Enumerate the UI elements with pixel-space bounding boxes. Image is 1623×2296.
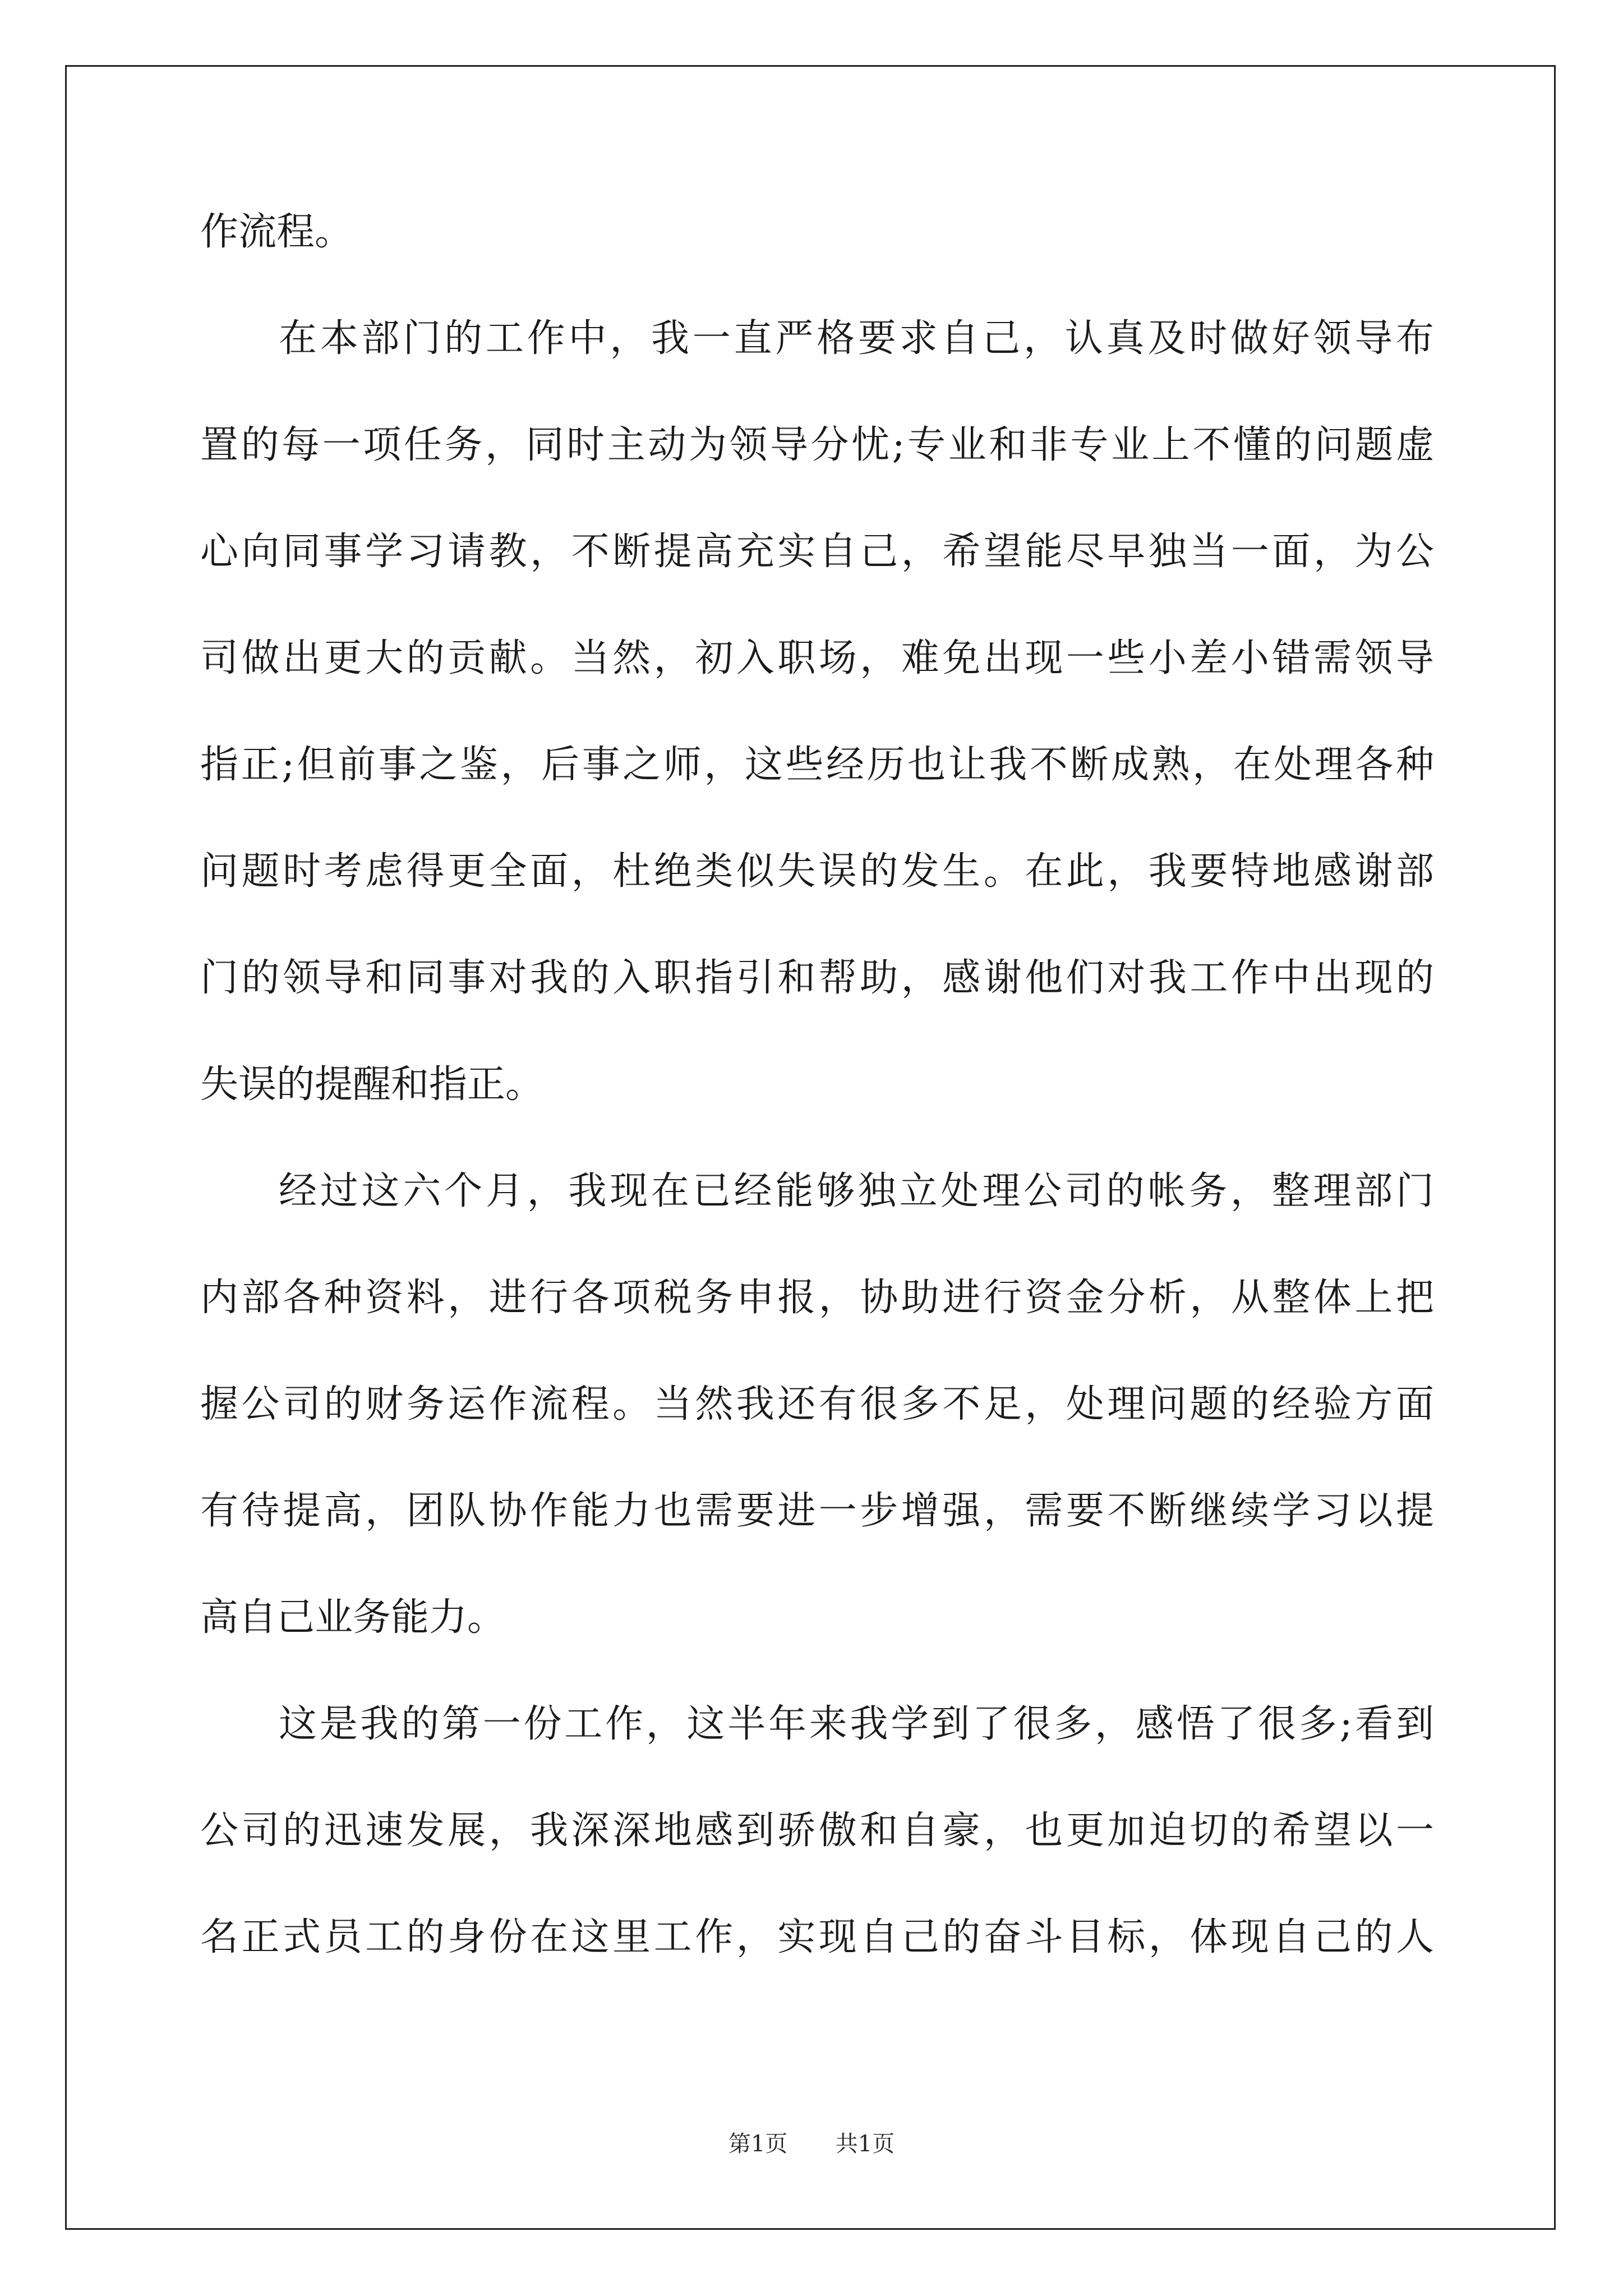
text-line: 指正;但前事之鉴，后事之师，这些经历也让我不断成熟，在处理各种	[200, 743, 1434, 787]
paragraph-first-line: 经过这六个月，我现在已经能够独立处理公司的帐务，整理部门	[279, 1169, 1434, 1213]
text-line: 置的每一项任务，同时主动为领导分忧;专业和非专业上不懂的问题虚	[200, 423, 1434, 467]
text-line: 失误的提醒和指正。	[200, 1062, 544, 1107]
text-line: 司做出更大的贡献。当然，初入职场，难免出现一些小差小错需领导	[200, 636, 1434, 680]
page-footer	[0, 2126, 1623, 2158]
text-line: 心向同事学习请教，不断提高充实自己，希望能尽早独当一面，为公	[200, 530, 1434, 574]
text-line: 握公司的财务运作流程。当然我还有很多不足，处理问题的经验方面	[200, 1382, 1434, 1427]
text-line: 作流程。	[200, 210, 353, 254]
text-line: 内部各种资料，进行各项税务申报，协助进行资金分析，从整体上把	[200, 1276, 1434, 1320]
document-body	[200, 210, 1434, 2025]
text-line: 问题时考虑得更全面，杜绝类似失误的发生。在此，我要特地感谢部	[200, 849, 1434, 894]
paragraph-first-line: 在本部门的工作中，我一直严格要求自己，认真及时做好领导布	[279, 316, 1434, 361]
text-line: 门的领导和同事对我的入职指引和帮助，感谢他们对我工作中出现的	[200, 956, 1434, 1000]
text-line: 有待提高，团队协作能力也需要进一步增强，需要不断继续学习以提	[200, 1489, 1434, 1533]
text-line: 公司的迅速发展，我深深地感到骄傲和自豪，也更加迫切的希望以一	[200, 1809, 1434, 1853]
paragraph-first-line: 这是我的第一份工作，这半年来我学到了很多，感悟了很多;看到	[279, 1702, 1434, 1746]
text-line: 名正式员工的身份在这里工作，实现自己的奋斗目标，体现自己的人	[200, 1915, 1434, 1959]
page-number-total: 共1页	[835, 2131, 895, 2157]
text-line: 高自己业务能力。	[200, 1595, 506, 1640]
page-number-current: 第1页	[728, 2131, 788, 2157]
